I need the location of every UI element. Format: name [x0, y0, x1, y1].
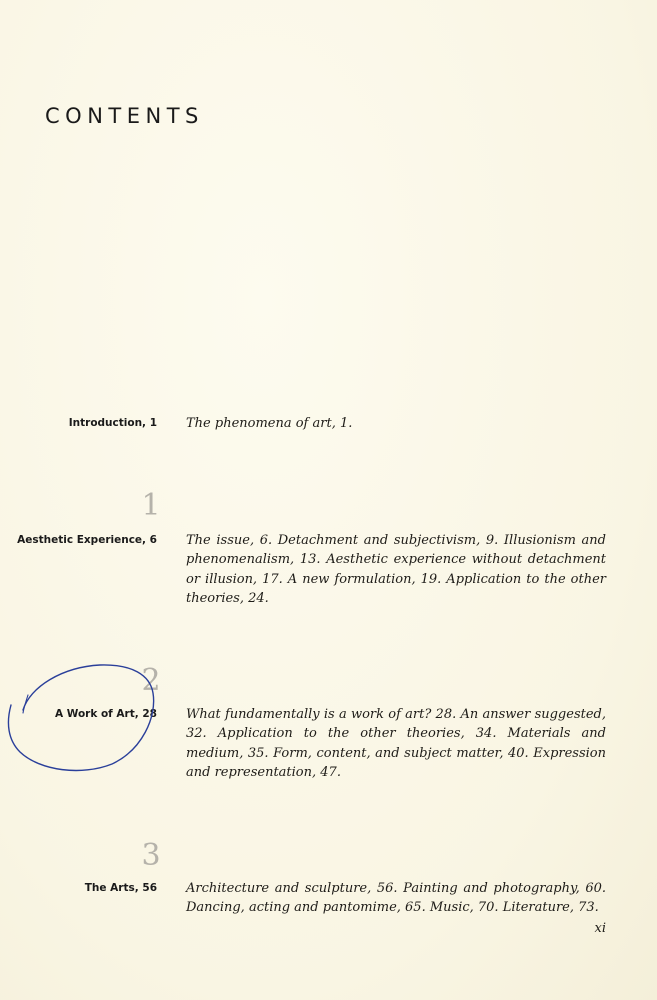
introduction-label: Introduction, 1 [68, 417, 157, 429]
chapter-1-summary: The issue, 6. Detachment and subjectivism, 9. Illusionism and phenomenalism, 13. Aesthetic experience without detachment or illusion, 17. A new formulation, 19. Application to the other theories, 24. [186, 533, 606, 606]
chapter-2-summary: What fundamentally is a work of art? 28. An answer suggested, 32. Application to the other theories, 34. Materials and medium, 35. Form, content, and subject matter, 40. Expression and representation, 47. [186, 707, 606, 780]
pen-circle-annotation [0, 655, 180, 780]
introduction-summary: The phenomena of art, 1. [186, 416, 353, 431]
chapter-1-label: Aesthetic Experience, 6 [17, 534, 157, 546]
chapter-2-label: A Work of Art, 28 [54, 708, 157, 720]
chapter-3-label: The Arts, 56 [84, 882, 157, 894]
chapter-2-number: 2 [141, 663, 161, 698]
contents-heading: CONTENTS [45, 104, 204, 128]
chapter-1-number: 1 [141, 488, 161, 523]
page-folio: xi [594, 921, 606, 936]
chapter-3-number: 3 [141, 838, 161, 873]
chapter-3-summary: Architecture and sculpture, 56. Painting and photography, 60. Dancing, acting and pantomime, 65. Music, 70. Literature, 73. [186, 881, 606, 916]
